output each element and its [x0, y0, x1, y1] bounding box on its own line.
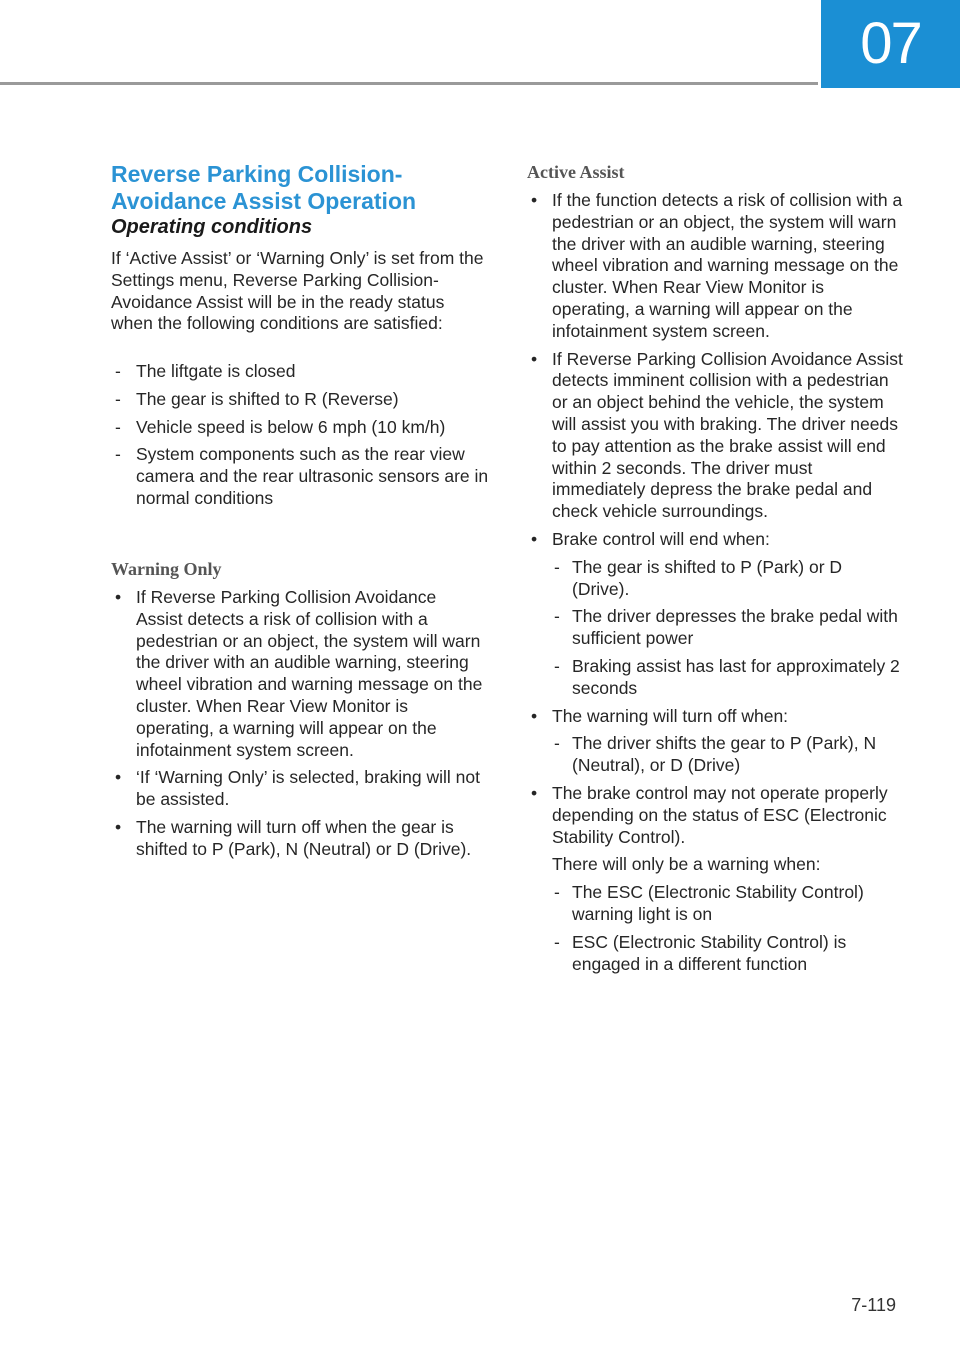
sub-list-item: - Braking assist has last for approximately 2 seconds: [552, 656, 903, 700]
list-item: • ‘If ‘Warning Only’ is selected, braking will not be assisted.: [111, 767, 486, 811]
sub-list-item: - The driver shifts the gear to P (Park), N (Neutral), or D (Drive): [552, 733, 903, 777]
list-item: - The gear is shifted to R (Reverse): [111, 389, 491, 411]
list-item: [527, 706, 903, 777]
chapter-tab: 07: [821, 0, 960, 88]
section-title: Reverse Parking Collision-Avoidance Assist Operation: [111, 161, 417, 214]
list-item: • The warning will turn off when the gear is shifted to P (Park), N (Neutral) or D (Drive).: [111, 817, 486, 861]
esc-sublist: [552, 882, 903, 975]
list-item: [527, 349, 903, 523]
warning-only-list: [111, 587, 486, 867]
list-item: - System components such as the rear view camera and the rear ultrasonic sensors are in normal conditions: [111, 444, 491, 509]
active-assist-heading: Active Assist: [527, 162, 625, 182]
list-item: • If Reverse Parking Collision Avoidance Assist detects a risk of collision with a pedestrian or an object, the system will warn the driver with an audible warning, steering wheel vibration and warning message on the cluster. When Rear View Monitor is operating, a warning will appear on the infotainment system screen.: [111, 587, 486, 761]
operating-conditions-heading: Operating conditions: [111, 216, 313, 238]
page-number: 7-119: [851, 1295, 896, 1315]
sub-list-item: - The driver depresses the brake pedal with sufficient power: [552, 606, 903, 650]
sub-list-item: - The gear is shifted to P (Park) or D (Drive).: [552, 557, 903, 601]
list-item: - Vehicle speed is below 6 mph (10 km/h): [111, 417, 491, 439]
warning-only-heading: Warning Only: [111, 559, 222, 579]
warning-off-sublist: [552, 733, 903, 777]
list-item-text: Brake control will end when:: [552, 528, 770, 549]
list-item: [527, 190, 903, 343]
sub-list-item: - The ESC (Electronic Stability Control) warning light is on: [552, 882, 903, 926]
warning-only-note: There will only be a warning when:: [552, 854, 821, 875]
list-item: [527, 783, 903, 975]
active-assist-list: [527, 190, 903, 981]
sub-list-item: - ESC (Electronic Stability Control) is engaged in a different function: [552, 932, 903, 976]
list-item-text: If Reverse Parking Collision Avoidance Assist detects imminent collision with a pedestrian or an object behind the vehicle, the system will assist you with braking. The driver needs to pay attention as the brake assist will end within 2 seconds. The driver must immediately depress the brake pedal and check vehicle surroundings.: [552, 348, 903, 522]
list-item: - The liftgate is closed: [111, 361, 491, 383]
list-item: [527, 529, 903, 700]
list-item-text: If the function detects a risk of collision with a pedestrian or an object, the system will warn the driver with an audible warning, steering wheel vibration and warning message on the cluster. When Rear View Monitor is operating, a warning will appear on the infotainment system screen.: [552, 190, 903, 341]
list-item-text: The warning will turn off when:: [552, 705, 789, 726]
list-item-text: The brake control may not operate properly depending on the status of ESC (Electronic Stability Control).: [552, 782, 888, 847]
header-rule: [0, 82, 818, 85]
brake-end-sublist: [552, 557, 903, 700]
intro-paragraph: If ‘Active Assist’ or ‘Warning Only’ is set from the Settings menu, Reverse Parking Collision-Avoidance Assist will be in the ready status when the following conditions are satisfied:: [111, 248, 484, 334]
conditions-list: [111, 361, 491, 516]
